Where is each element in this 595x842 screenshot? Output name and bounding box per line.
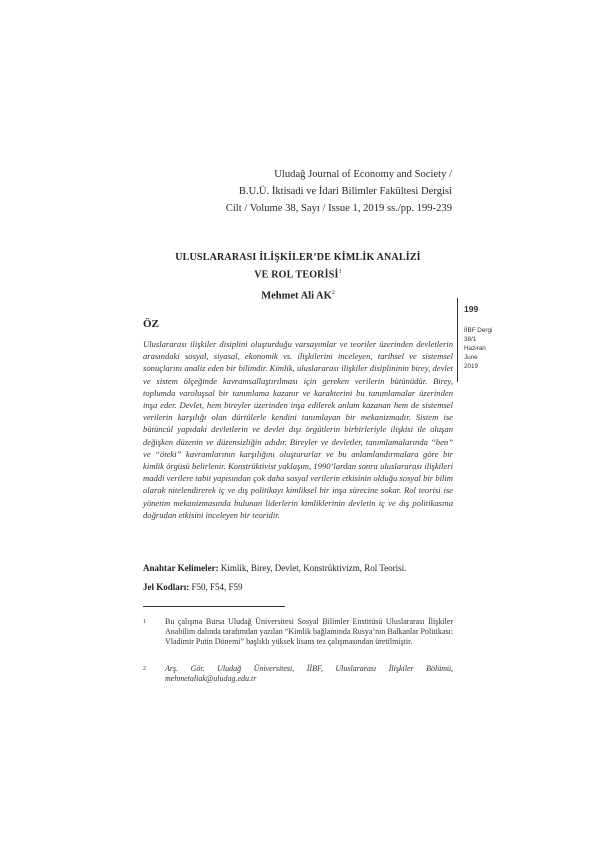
journal-faculty-line: B.U.Ü. İktisadi ve İdari Bilimler Fakültesi Dergisi xyxy=(238,186,452,197)
keywords-label: Anahtar Kelimeler: xyxy=(143,563,219,573)
sidebar-meta xyxy=(464,326,524,371)
sidebar-year: 2019 xyxy=(464,363,479,370)
jel-codes-line xyxy=(143,581,453,593)
jel-value: F50, F54, F59 xyxy=(191,582,243,592)
sidebar-journal: İİBF Dergi xyxy=(464,327,493,334)
journal-volume-line: Cilt / Volume 38, Sayı / Issue 1, 2019 ss./pp. 199-239 xyxy=(225,203,452,214)
page-number: 199 xyxy=(464,304,479,314)
abstract-text: Uluslararası ilişkiler disiplini oluşturduğu varsayımlar ve teoriler üzerinden devletlerin arasındaki sosyal, siyasal, ekonomik vs. ilişkilerini inceleyen, tarihsel ve sistemsel sonuçlarını analiz eden bir bilimdir. Kimlik, uluslararası ilişkiler disiplininin birey, devlet ve sistem ölçeğinde kavramsallaştırılması için gereken verilerin bütünüdür. Birey, toplumda varoluşsal bir tanımlama kazanır ve karakterini bu tanımlamalar üzerinden inşa eder. Devlet, hem bireyler üzerinden inşa edilerek anlam kazanan hem de sistemsel verilerin karşılığı olan dürtülerle kendini tanımlayan bir mekanizmadır. Sistem ise bütüncül yapıdaki devletlerin ve devlet dışı örgütlerin birbirleriyle ilişkisi ile oluşan değişken düzenin ve düzensizliğin adıdır. Bireyler ve devletler, tanımlamalarında “ben” ve “öteki” kavramlarının karşılığını oluştururlar ve bu anlamlandırmalara göre bir kimlik örgüsü belirlenir. Konstrüktivist yaklaşım, 1990’lardan sonra uluslararası ilişkileri maddi verilere tabii yapısından çok daha sosyal verilerin etkisinin olduğu sosyal bir bilim olarak nitelendirerek iç ve dış politikayı kimliksel bir inşa sürecine sokar. Rol teorisi ise yönetim mekanizmasında bulunan liderlerin kimliklerinin devletin iç ve dış politikasına doğrudan etkisini inceleyen bir teoridir. xyxy=(143,339,453,520)
journal-name-line: Uludağ Journal of Economy and Society / xyxy=(274,169,452,180)
keywords-value: Kimlik, Birey, Devlet, Konstrüktivizm, Rol Teorisi. xyxy=(220,563,407,573)
abstract-heading: ÖZ xyxy=(143,318,159,330)
title-footnote-mark: 1 xyxy=(338,269,342,275)
article-title-line2-text: VE ROL TEORİSİ xyxy=(254,269,339,281)
author-name-text: Mehmet Ali AK xyxy=(261,290,332,302)
sidebar-month-en: June xyxy=(464,354,478,361)
article-title-line2 xyxy=(143,265,453,282)
footnote-1-mark: 1 xyxy=(143,619,146,625)
footnote-2 xyxy=(143,664,453,684)
keywords-line xyxy=(143,562,463,574)
footnote-1 xyxy=(143,617,453,648)
sidebar-month-tr: Haziran xyxy=(464,345,486,352)
footnote-2-text: Arş. Gör. Uludağ Üniversitesi, İİBF, Uluslararası İlişkiler Bölümü, mehmetaliak@uludag.edu.tr xyxy=(165,664,453,684)
article-title xyxy=(143,251,453,282)
sidebar-divider xyxy=(457,298,458,382)
jel-label: Jel Kodları: xyxy=(143,582,190,592)
footnote-divider xyxy=(143,606,285,607)
footnote-2-mark: 2 xyxy=(143,666,146,672)
article-title-line1: ULUSLARARASI İLİŞKİLER’DE KİMLİK ANALİZİ xyxy=(175,252,421,263)
sidebar-volume: 38/1 xyxy=(464,336,477,343)
footnote-1-text: Bu çalışma Bursa Uludağ Üniversitesi Sosyal Bilimler Enstitüsü Uluslararası İlişkiler Anabilim dalında tarafımdan yazılan “Kimlik bağlamında Rusya’nın Balkanlar Politikası: Vladimir Putin Dönemi” başlıklı yüksek lisans tez çalışmasından üretilmiştir. xyxy=(165,617,453,647)
journal-header xyxy=(92,166,452,217)
author-name xyxy=(143,290,453,302)
author-footnote-mark: 2 xyxy=(331,290,335,296)
